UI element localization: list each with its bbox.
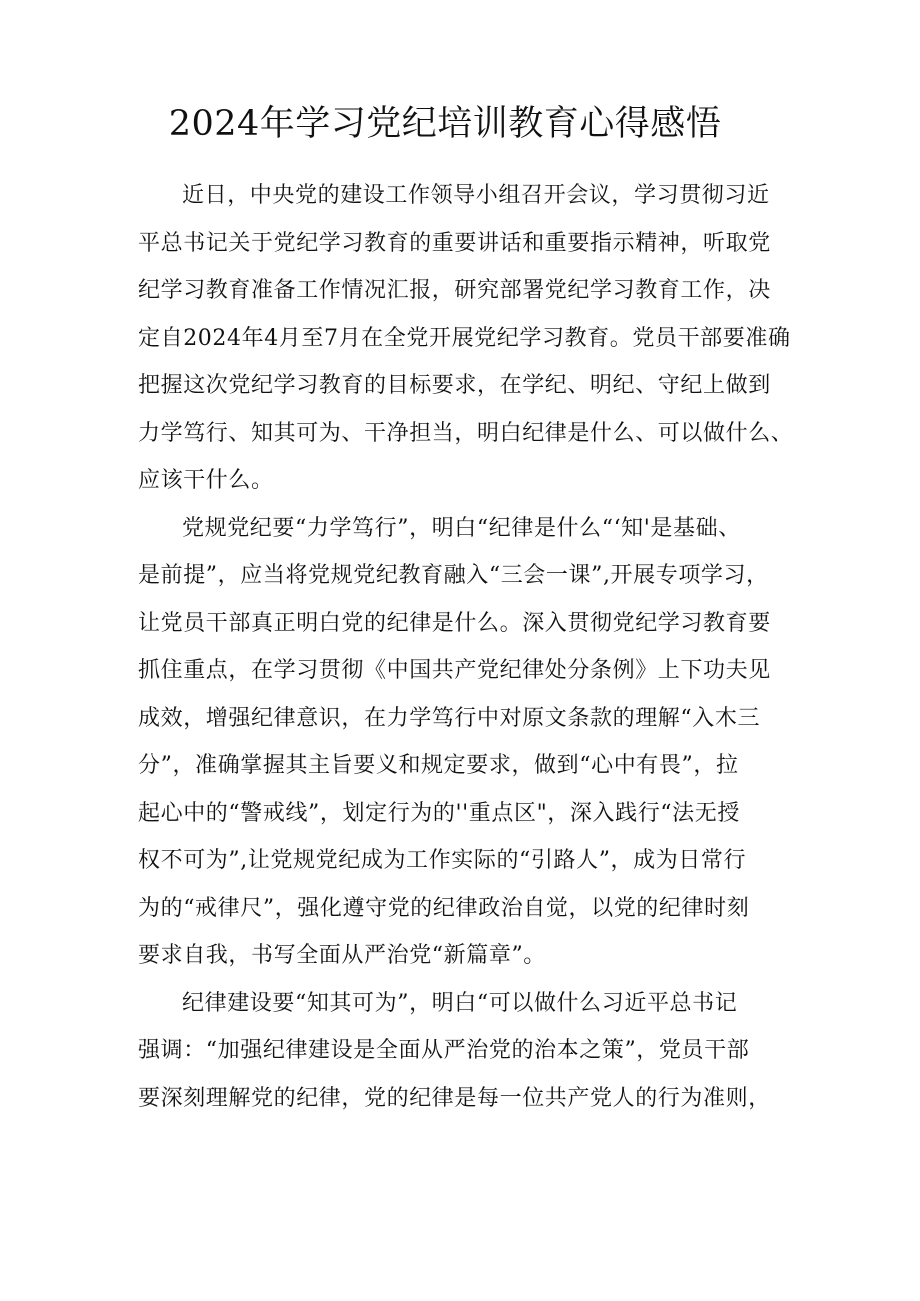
paragraph-3-line-1: 纪律建设要“知其可为”，明白“可以做什么习近平总书记 xyxy=(182,990,738,1016)
paragraph-1-line-1: 近日，中央党的建设工作领导小组召开会议，学习贯彻习近 xyxy=(182,183,770,208)
paragraph-2-line-9: 为的“戒律尺”，强化遵守党的纪律政治自觉，以党的纪律时刻 xyxy=(138,895,750,921)
paragraph-2-line-8: 权不可为”,让党规党纪成为工作实际的“引路人”，成为日常行 xyxy=(138,848,747,873)
paragraph-3 xyxy=(138,980,802,1123)
paragraph-2-line-5: 成效，增强纪律意识，在力学笃行中对原文条款的理解“入木三 xyxy=(138,705,761,731)
document-body xyxy=(138,172,802,1122)
document-title: 2024年学习党纪培训教育心得感悟 xyxy=(168,104,722,144)
paragraph-2-line-3: 让党员干部真正明白党的纪律是什么。深入贯彻党纪学习教育要 xyxy=(138,610,771,636)
paragraph-2-line-7: 起心中的“警戒线”，划定行为的''重点区"，深入践行“法无授 xyxy=(138,800,740,826)
paragraph-1-line-6: 力学笃行、知其可为、干净担当，明白纪律是什么、可以做什么、 xyxy=(138,420,794,446)
paragraph-1-line-4: 定自2024年4月至7月在全党开展党纪学习教育。党员干部要准确 xyxy=(138,325,791,351)
paragraph-1-line-3: 纪学习教育准备工作情况汇报，研究部署党纪学习教育工作，决 xyxy=(138,278,771,303)
paragraph-1-line-2: 平总书记关于党纪学习教育的重要讲话和重要指示精神，听取党 xyxy=(138,230,771,256)
paragraph-1 xyxy=(138,172,802,505)
paragraph-1-line-7: 应该干什么。 xyxy=(138,468,274,493)
paragraph-2-line-2: 是前提”，应当将党规党纪教育融入“三会一课”,开展专项学习， xyxy=(138,563,769,588)
paragraph-3-line-3: 要深刻理解党的纪律，党的纪律是每一位共产党人的行为准则， xyxy=(138,1085,771,1111)
paragraph-2 xyxy=(138,505,802,980)
paragraph-3-line-2: 强调：“加强纪律建设是全面从严治党的治本之策”，党员干部 xyxy=(138,1038,750,1063)
paragraph-2-line-10: 要求自我，书写全面从严治党“新篇章”。 xyxy=(138,943,546,968)
paragraph-2-line-6: 分”，准确掌握其主旨要义和规定要求，做到“心中有畏”，拉 xyxy=(138,753,739,778)
paragraph-2-line-1: 党规党纪要“力学笃行”，明白“纪律是什么“‘知'是基础、 xyxy=(182,515,741,541)
paragraph-2-line-4: 抓住重点，在学习贯彻《中国共产党纪律处分条例》上下功夫见 xyxy=(138,658,771,683)
paragraph-1-line-5: 把握这次党纪学习教育的目标要求，在学纪、明纪、守纪上做到 xyxy=(138,373,771,398)
